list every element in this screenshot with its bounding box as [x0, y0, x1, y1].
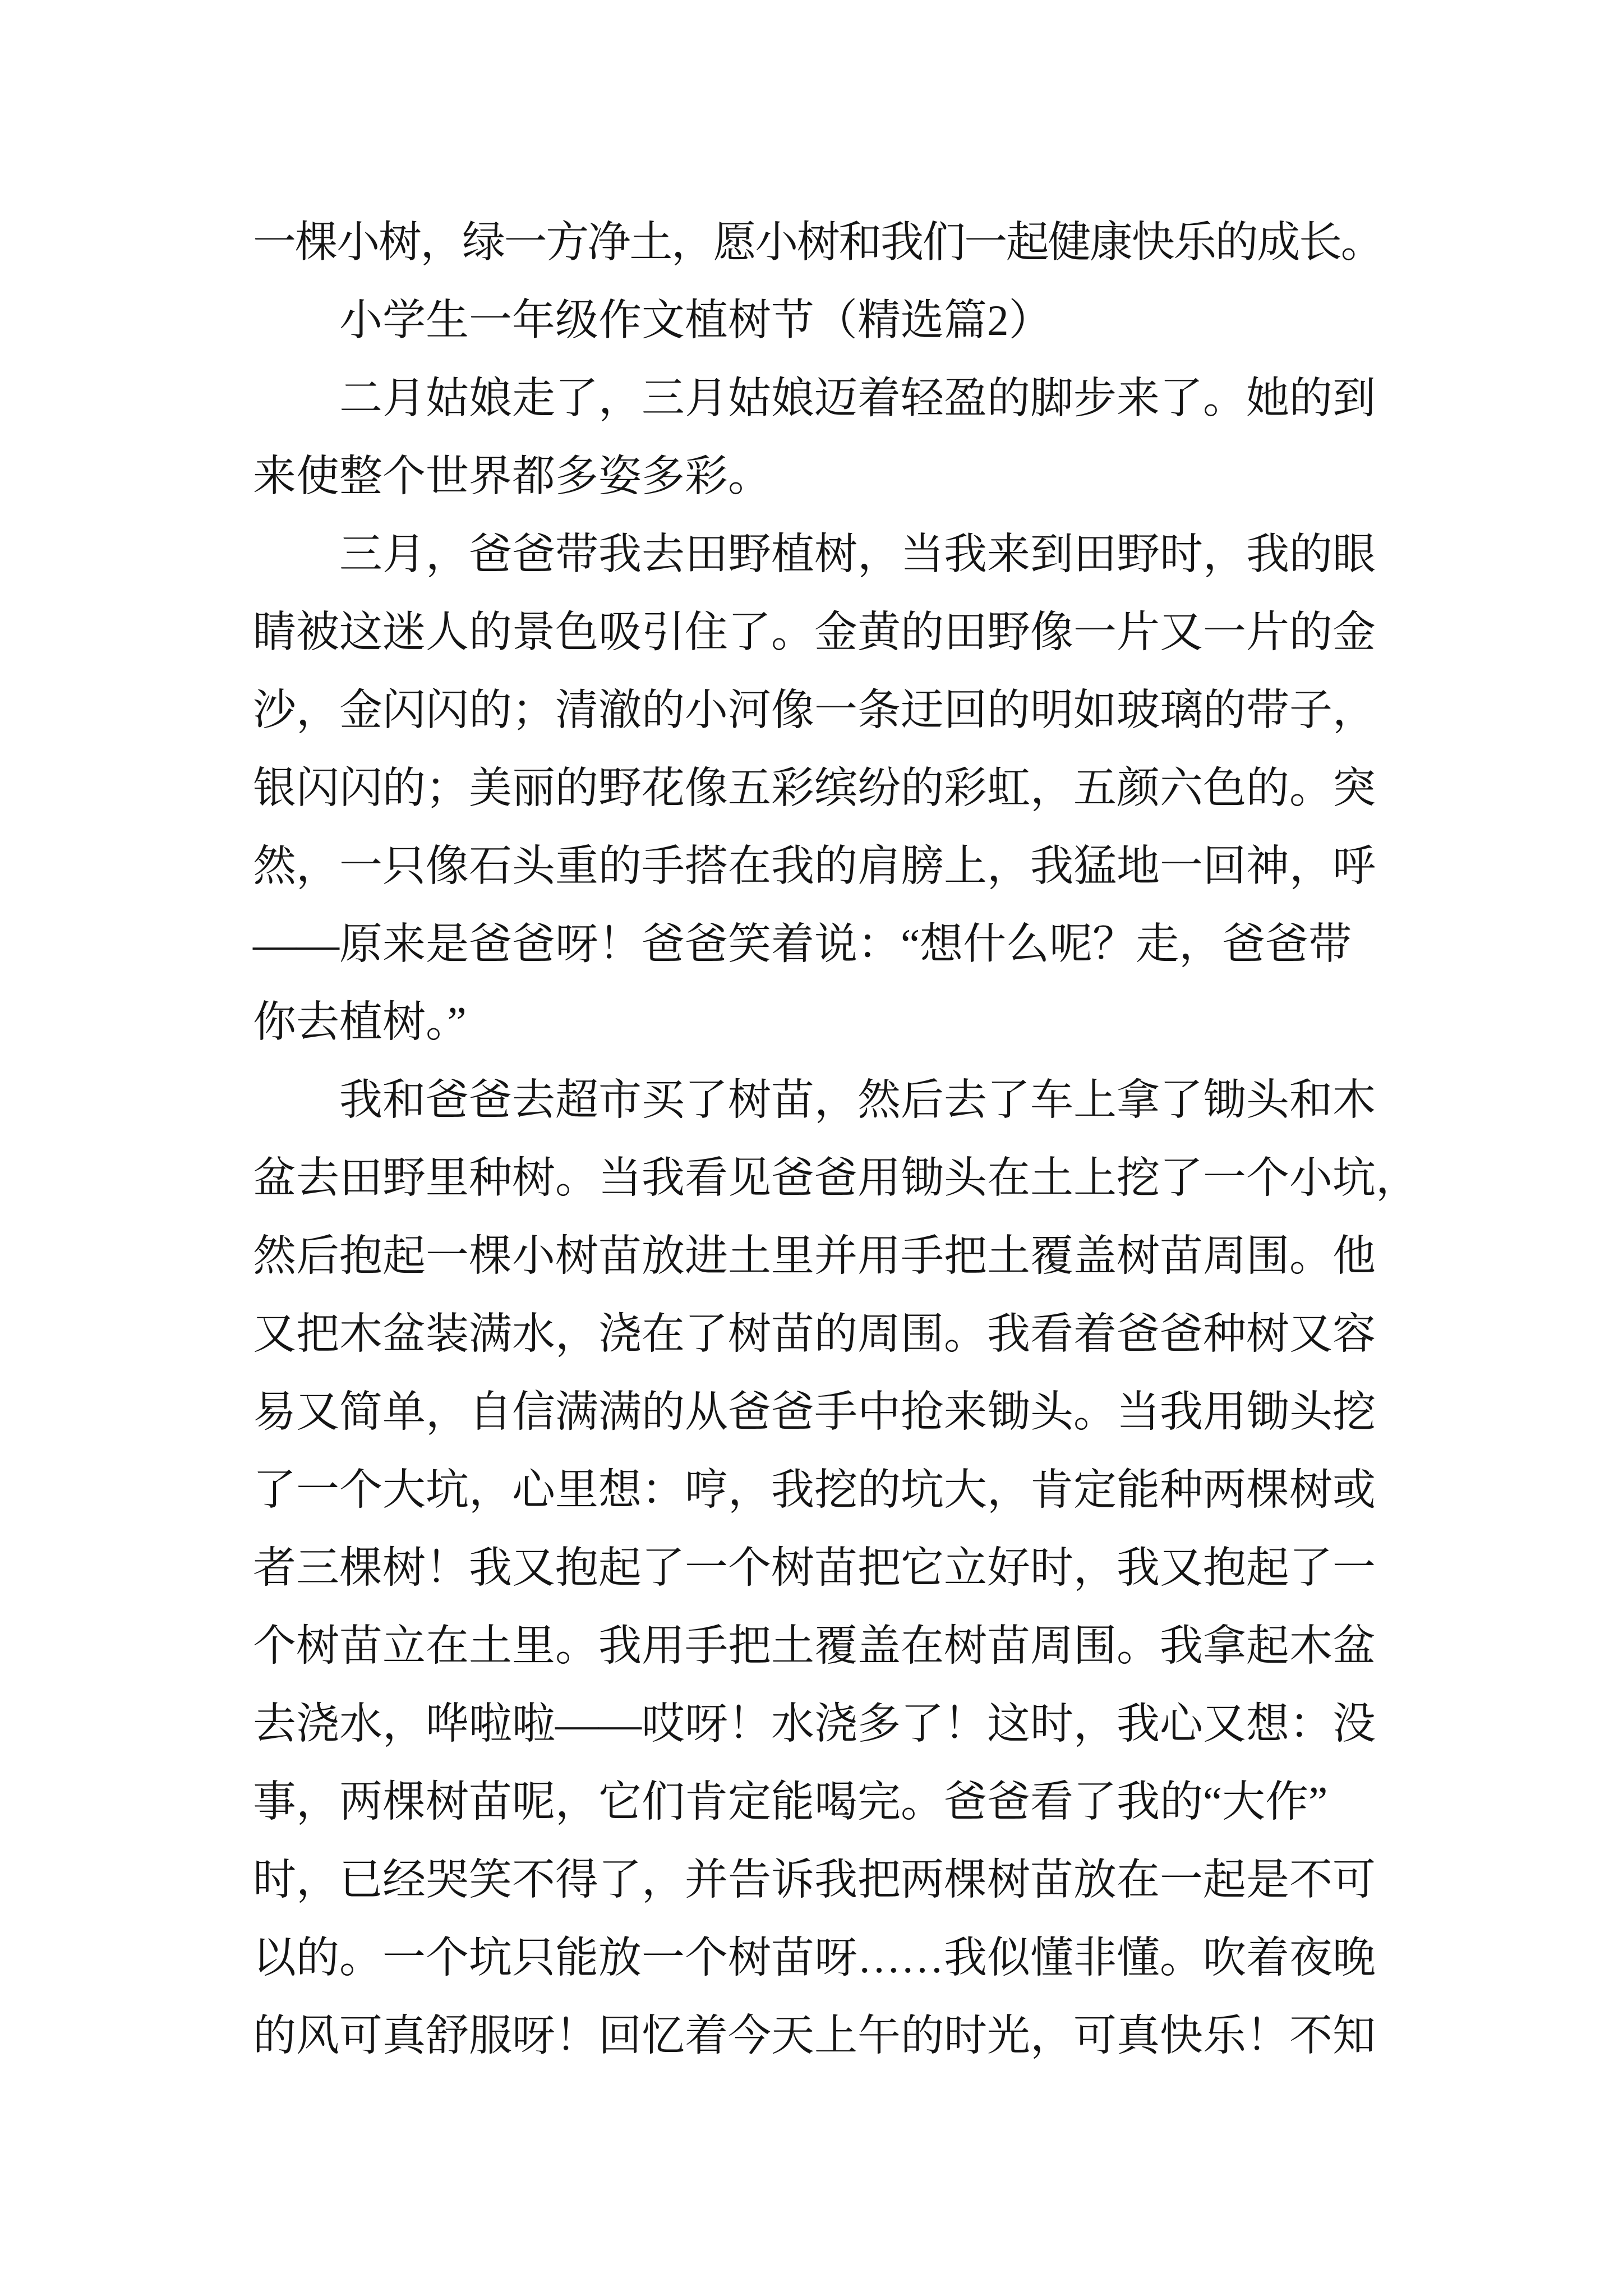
paragraph-line: 三月，爸爸带我去田野植树，当我来到田野时，我的眼 [339, 530, 1376, 578]
paragraph-line: 一棵小树，绿一方净土，愿小树和我们一起健康快乐的成长。 [253, 218, 1383, 266]
paragraph [253, 516, 1384, 1061]
paragraph-line: 的风可真舒服呀！回忆着今天上午的时光，可真快乐！不知 [253, 2012, 1376, 2060]
paragraph-line: ——原来是爸爸呀！爸爸笑着说：“想什么呢？走，爸爸带 [253, 920, 1352, 968]
paragraph-line: 了一个大坑，心里想：哼，我挖的坑大，肯定能种两棵树或 [253, 1466, 1376, 1514]
paragraph [253, 204, 1384, 282]
paragraph-line: 时，已经哭笑不得了，并告诉我把两棵树苗放在一起是不可 [253, 1856, 1376, 1904]
document-body [253, 204, 1419, 2075]
paragraph-line: 银闪闪的；美丽的野花像五彩缤纷的彩虹，五颜六色的。突 [253, 764, 1376, 812]
paragraph-line: 者三棵树！我又抱起了一个树苗把它立好时，我又抱起了一 [253, 1544, 1376, 1592]
paragraph-line: 去浇水，哗啦啦——哎呀！水浇多了！这时，我心又想：没 [253, 1700, 1376, 1748]
paragraph [253, 360, 1384, 516]
paragraph-line: 二月姑娘走了，三月姑娘迈着轻盈的脚步来了。她的到 [339, 374, 1376, 422]
paragraph-line: 又把木盆装满水，浇在了树苗的周围。我看着爸爸种树又容 [253, 1310, 1376, 1358]
paragraph [253, 1061, 1419, 2075]
paragraph-line: 我和爸爸去超市买了树苗，然后去了车上拿了锄头和木 [339, 1076, 1376, 1124]
paragraph-line: 盆去田野里种树。当我看见爸爸用锄头在土上挖了一个小坑， [253, 1154, 1419, 1202]
paragraph-line: 个树苗立在土里。我用手把土覆盖在树苗周围。我拿起木盆 [253, 1622, 1376, 1670]
paragraph-line: 睛被这迷人的景色吸引住了。金黄的田野像一片又一片的金 [253, 608, 1376, 656]
paragraph-line: 你去植树。” [253, 998, 467, 1046]
paragraph-line: 事，两棵树苗呢，它们肯定能喝完。爸爸看了我的“大作” [253, 1778, 1328, 1826]
paragraph-line: 来使整个世界都多姿多彩。 [253, 452, 771, 500]
paragraph-line: 然后抱起一棵小树苗放进土里并用手把土覆盖树苗周围。他 [253, 1232, 1376, 1280]
paragraph-line: 沙，金闪闪的；清澈的小河像一条迂回的明如玻璃的带子， [253, 686, 1376, 734]
paragraph-line: 以的。一个坑只能放一个树苗呀……我似懂非懂。吹着夜晚 [253, 1934, 1376, 1982]
article-title [253, 282, 1384, 360]
paragraph-line: 然，一只像石头重的手搭在我的肩膀上，我猛地一回神，呼 [253, 842, 1376, 890]
paragraph-line: 易又简单，自信满满的从爸爸手中抢来锄头。当我用锄头挖 [253, 1388, 1376, 1436]
article-title-text: 小学生一年级作文植树节（精选篇2） [339, 296, 1052, 344]
